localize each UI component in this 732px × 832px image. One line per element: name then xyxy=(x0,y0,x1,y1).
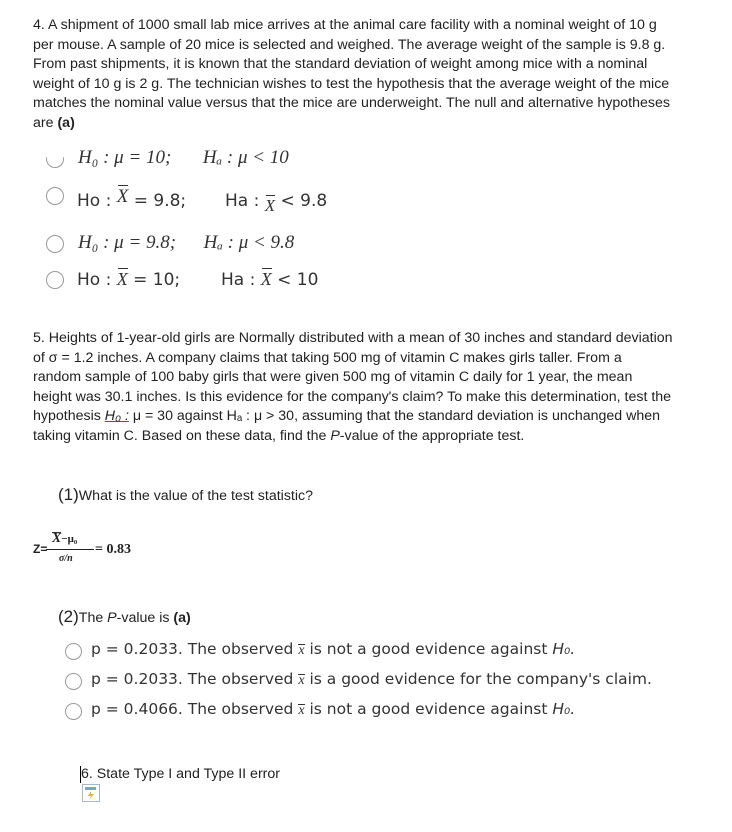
z-numerator-mu: −μ₀ xyxy=(61,533,78,545)
q4-option-1-label xyxy=(78,147,289,169)
z-denominator: σ/n xyxy=(59,553,73,564)
fraction-bar xyxy=(46,549,94,550)
xbar-symbol: x xyxy=(298,703,305,718)
q4-opt4-h0-rhs: = 10; xyxy=(133,270,181,290)
question-5-text xyxy=(33,329,673,447)
q5-body-2: μ = 30 against Hₐ : μ > 30, assuming that the standard deviation is unchanged when taking vitamin C. Based on these data, find the xyxy=(33,408,661,444)
q5-option-1-label xyxy=(91,640,575,659)
z-statistic-formula xyxy=(33,531,173,571)
q4-option-3-label xyxy=(78,232,294,254)
q5-body-3: -value of the appropriate test. xyxy=(339,427,525,444)
q4-opt4-ha-rhs: < 10 xyxy=(277,270,319,290)
q5-p-word: P xyxy=(330,427,340,444)
q4-body: 4. A shipment of 1000 small lab mice arrives at the animal care facility with a nominal weight of 10 g per mouse. A sample of 20 mice is selected and weighed. The average weight of the sample is 9.8 g. From past shipments, it is known that the standard deviation of weight among mice with a nominal weight of 10 g is 2 g. The technician wishes to test the hypothesis that the average weight of the mice matches the nominal value versus that the mice are underweight. The null and alternative hypotheses are xyxy=(33,17,670,131)
q4-option-2-radio[interactable] xyxy=(46,187,64,205)
q4-blank-a: (a) xyxy=(57,114,75,131)
part-1-number: (1) xyxy=(58,485,79,504)
q4-opt2-ha: Ha : xyxy=(224,191,260,211)
q5-option-2-label xyxy=(91,670,652,689)
q4-opt1-alt: Hₐ : μ < 10 xyxy=(202,147,289,168)
q5-opt1-h0: H₀. xyxy=(552,640,576,658)
q4-opt2-h0-rhs: = 9.8; xyxy=(133,191,187,211)
xbar-symbol: x xyxy=(298,673,305,688)
z-numerator xyxy=(52,531,77,547)
xbar-symbol: x xyxy=(298,643,305,658)
xbar-symbol: X xyxy=(260,269,272,289)
q4-opt4-h0: Ho : xyxy=(77,270,112,290)
q4-opt3-null: H₀ : μ = 9.8; xyxy=(78,232,177,253)
q5-option-3-radio[interactable] xyxy=(65,703,82,720)
z-label: Z= xyxy=(33,542,48,556)
broken-image-icon[interactable] xyxy=(82,784,100,802)
part-2-text-2: -value is xyxy=(116,610,174,626)
xbar-symbol: X xyxy=(264,196,276,215)
q4-option-2-label xyxy=(77,186,328,215)
q5-option-1-radio[interactable] xyxy=(65,643,82,660)
xbar-symbol: X xyxy=(52,531,62,546)
question-6-text[interactable]: 6. State Type I and Type II error xyxy=(81,766,281,782)
part-2-blank-a: (a) xyxy=(173,610,191,626)
xbar-symbol: X xyxy=(116,269,128,289)
q5-option-3-label xyxy=(91,700,575,719)
q4-option-4-radio[interactable] xyxy=(46,271,64,289)
question-4-text xyxy=(33,16,673,134)
q5-body-1: 5. Heights of 1-year-old girls are Normally distributed with a mean of 30 inches and standard deviation of σ = 1.2 inches. A company claims that taking 500 mg of vitamin C makes girls taller. From a random sample of 100 baby girls that were given 500 mg of vitamin C daily for 1 year, the mean height was 30.1 inches. Is this evidence for the company's claim? To make this determination, test the hypothesis xyxy=(33,330,673,425)
q4-option-4-label xyxy=(77,269,318,290)
q5-opt2-post: is a good evidence for the company's claim. xyxy=(309,670,652,688)
part-2-p: P xyxy=(107,610,117,626)
part-1-question: What is the value of the test statistic? xyxy=(78,488,313,504)
q5-opt1-pre: p = 0.2033. The observed xyxy=(91,640,294,658)
q5-opt1-post: is not a good evidence against xyxy=(309,640,548,658)
part-2-number: (2) xyxy=(58,607,79,626)
q5-opt3-h0: H₀. xyxy=(552,700,576,718)
part-2-text: The xyxy=(78,610,108,626)
q4-opt1-null: H₀ : μ = 10; xyxy=(78,147,172,168)
q5-opt2-pre: p = 0.2033. The observed xyxy=(91,670,294,688)
q4-opt2-ha-rhs: < 9.8 xyxy=(280,191,328,211)
q5-part-2 xyxy=(58,607,191,627)
q4-opt2-h0: Ho : xyxy=(77,191,112,211)
q5-opt3-pre: p = 0.4066. The observed xyxy=(91,700,294,718)
q5-option-2-radio[interactable] xyxy=(65,673,82,690)
q5-null-hyp: H₀ : xyxy=(104,408,129,425)
q4-option-1-radio[interactable] xyxy=(46,150,64,168)
q5-opt3-post: is not a good evidence against xyxy=(309,700,548,718)
q4-opt4-ha: Ha : xyxy=(220,270,256,290)
z-value: = 0.83 xyxy=(95,542,131,557)
xbar-symbol: X xyxy=(116,186,129,207)
q4-option-3-radio[interactable] xyxy=(46,235,64,253)
q4-opt3-alt: Hₐ : μ < 9.8 xyxy=(203,232,295,253)
q5-part-1 xyxy=(58,485,313,505)
